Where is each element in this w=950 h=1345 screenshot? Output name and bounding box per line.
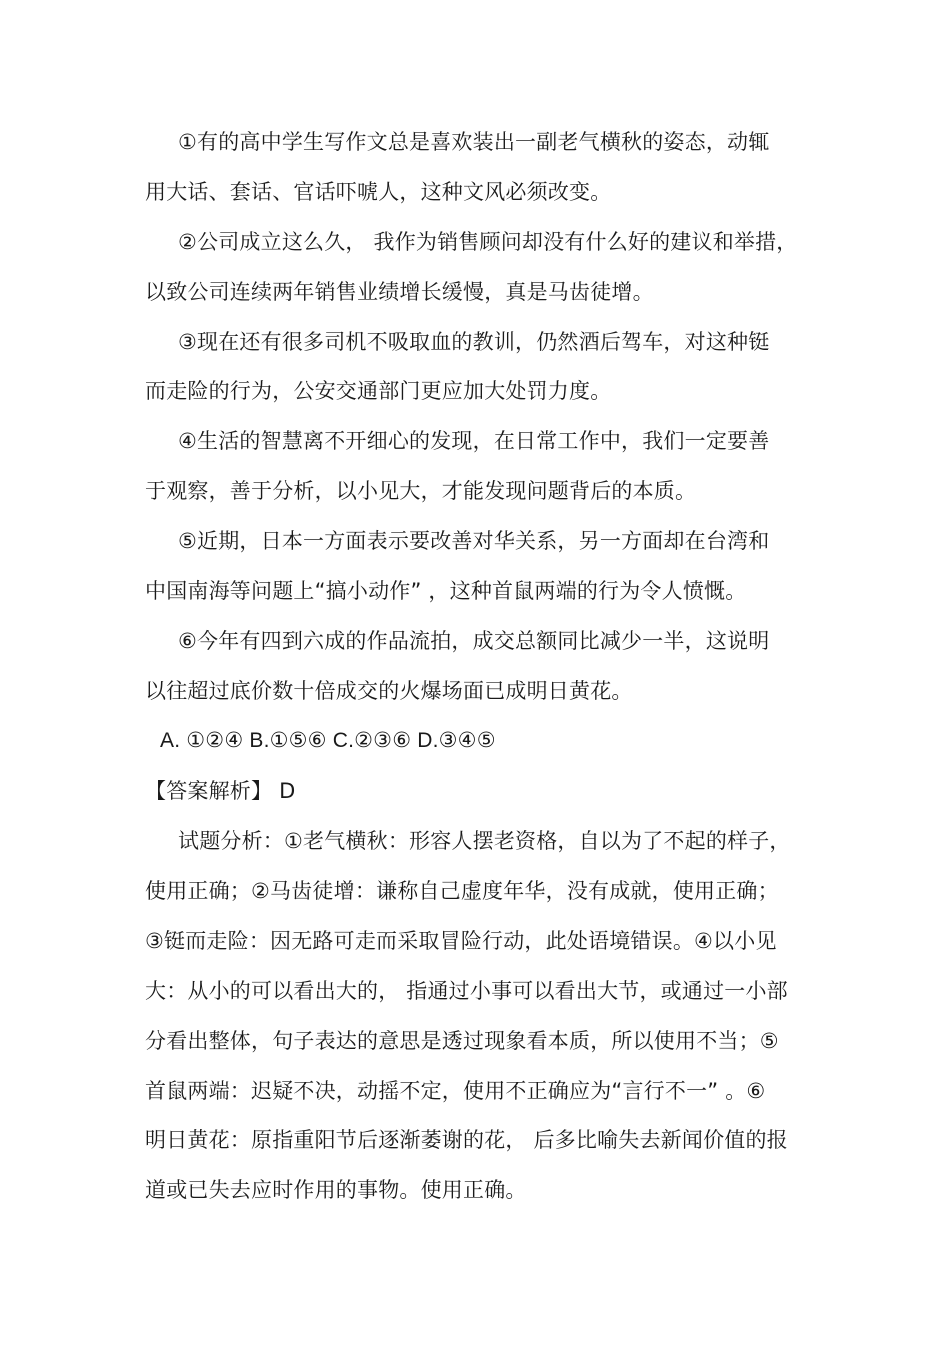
item-6-line-1: ⑥今年有四到六成的作品流拍，成交总额同比减少一半，这说明 — [178, 629, 770, 653]
analysis-line-6: 首鼠两端：迟疑不决，动摇不定，使用不正确应为“言行不一” 。⑥ — [145, 1079, 766, 1103]
analysis-line-1: 试题分析：①老气横秋：形容人摆老资格，自以为了不起的样子， — [178, 829, 791, 853]
analysis-line-8: 道或已失去应时作用的事物。使用正确。 — [145, 1178, 527, 1202]
item-2-line-1: ②公司成立这么久， 我作为销售顾问却没有什么好的建议和举措， — [178, 230, 798, 254]
item-3-line-2: 而走险的行为，公安交通部门更应加大处罚力度。 — [145, 379, 612, 403]
item-3-line-1: ③现在还有很多司机不吸取血的教训，仍然酒后驾车，对这种铤 — [178, 330, 770, 354]
analysis-line-3: ③铤而走险：因无路可走而采取冒险行动，此处语境错误。④以小见 — [145, 929, 777, 953]
analysis-line-5: 分看出整体，句子表达的意思是透过现象看本质，所以使用不当；⑤ — [145, 1029, 779, 1053]
analysis-line-7: 明日黄花：原指重阳节后逐渐萎谢的花， 后多比喻失去新闻价值的报 — [145, 1128, 788, 1152]
item-4-line-2: 于观察，善于分析，以小见大，才能发现问题背后的本质。 — [145, 479, 697, 503]
item-4-line-1: ④生活的智慧离不开细心的发现，在日常工作中，我们一定要善 — [178, 429, 770, 453]
item-5-line-1: ⑤近期，日本一方面表示要改善对华关系，另一方面却在台湾和 — [178, 529, 770, 553]
answer-label: 【答案解析】 D — [145, 779, 296, 803]
answer-options: A. ①②④ B.①⑤⑥ C.②③⑥ D.③④⑤ — [160, 729, 496, 752]
item-6-line-2: 以往超过底价数十倍成交的火爆场面已成明日黄花。 — [145, 679, 633, 703]
analysis-line-2: 使用正确；②马齿徒增：谦称自己虚度年华，没有成就，使用正确； — [145, 879, 779, 903]
item-5-line-2: 中国南海等问题上“搞小动作” ，这种首鼠两端的行为令人愤慨。 — [145, 579, 747, 603]
item-2-line-2: 以致公司连续两年销售业绩增长缓慢，真是马齿徒增。 — [145, 280, 654, 304]
item-1-line-1: ①有的高中学生写作文总是喜欢装出一副老气横秋的姿态，动辄 — [178, 130, 770, 154]
item-1-line-2: 用大话、套话、官话吓唬人，这种文风必须改变。 — [145, 180, 612, 204]
analysis-line-4: 大：从小的可以看出大的， 指通过小事可以看出大节，或通过一小部 — [145, 979, 788, 1003]
